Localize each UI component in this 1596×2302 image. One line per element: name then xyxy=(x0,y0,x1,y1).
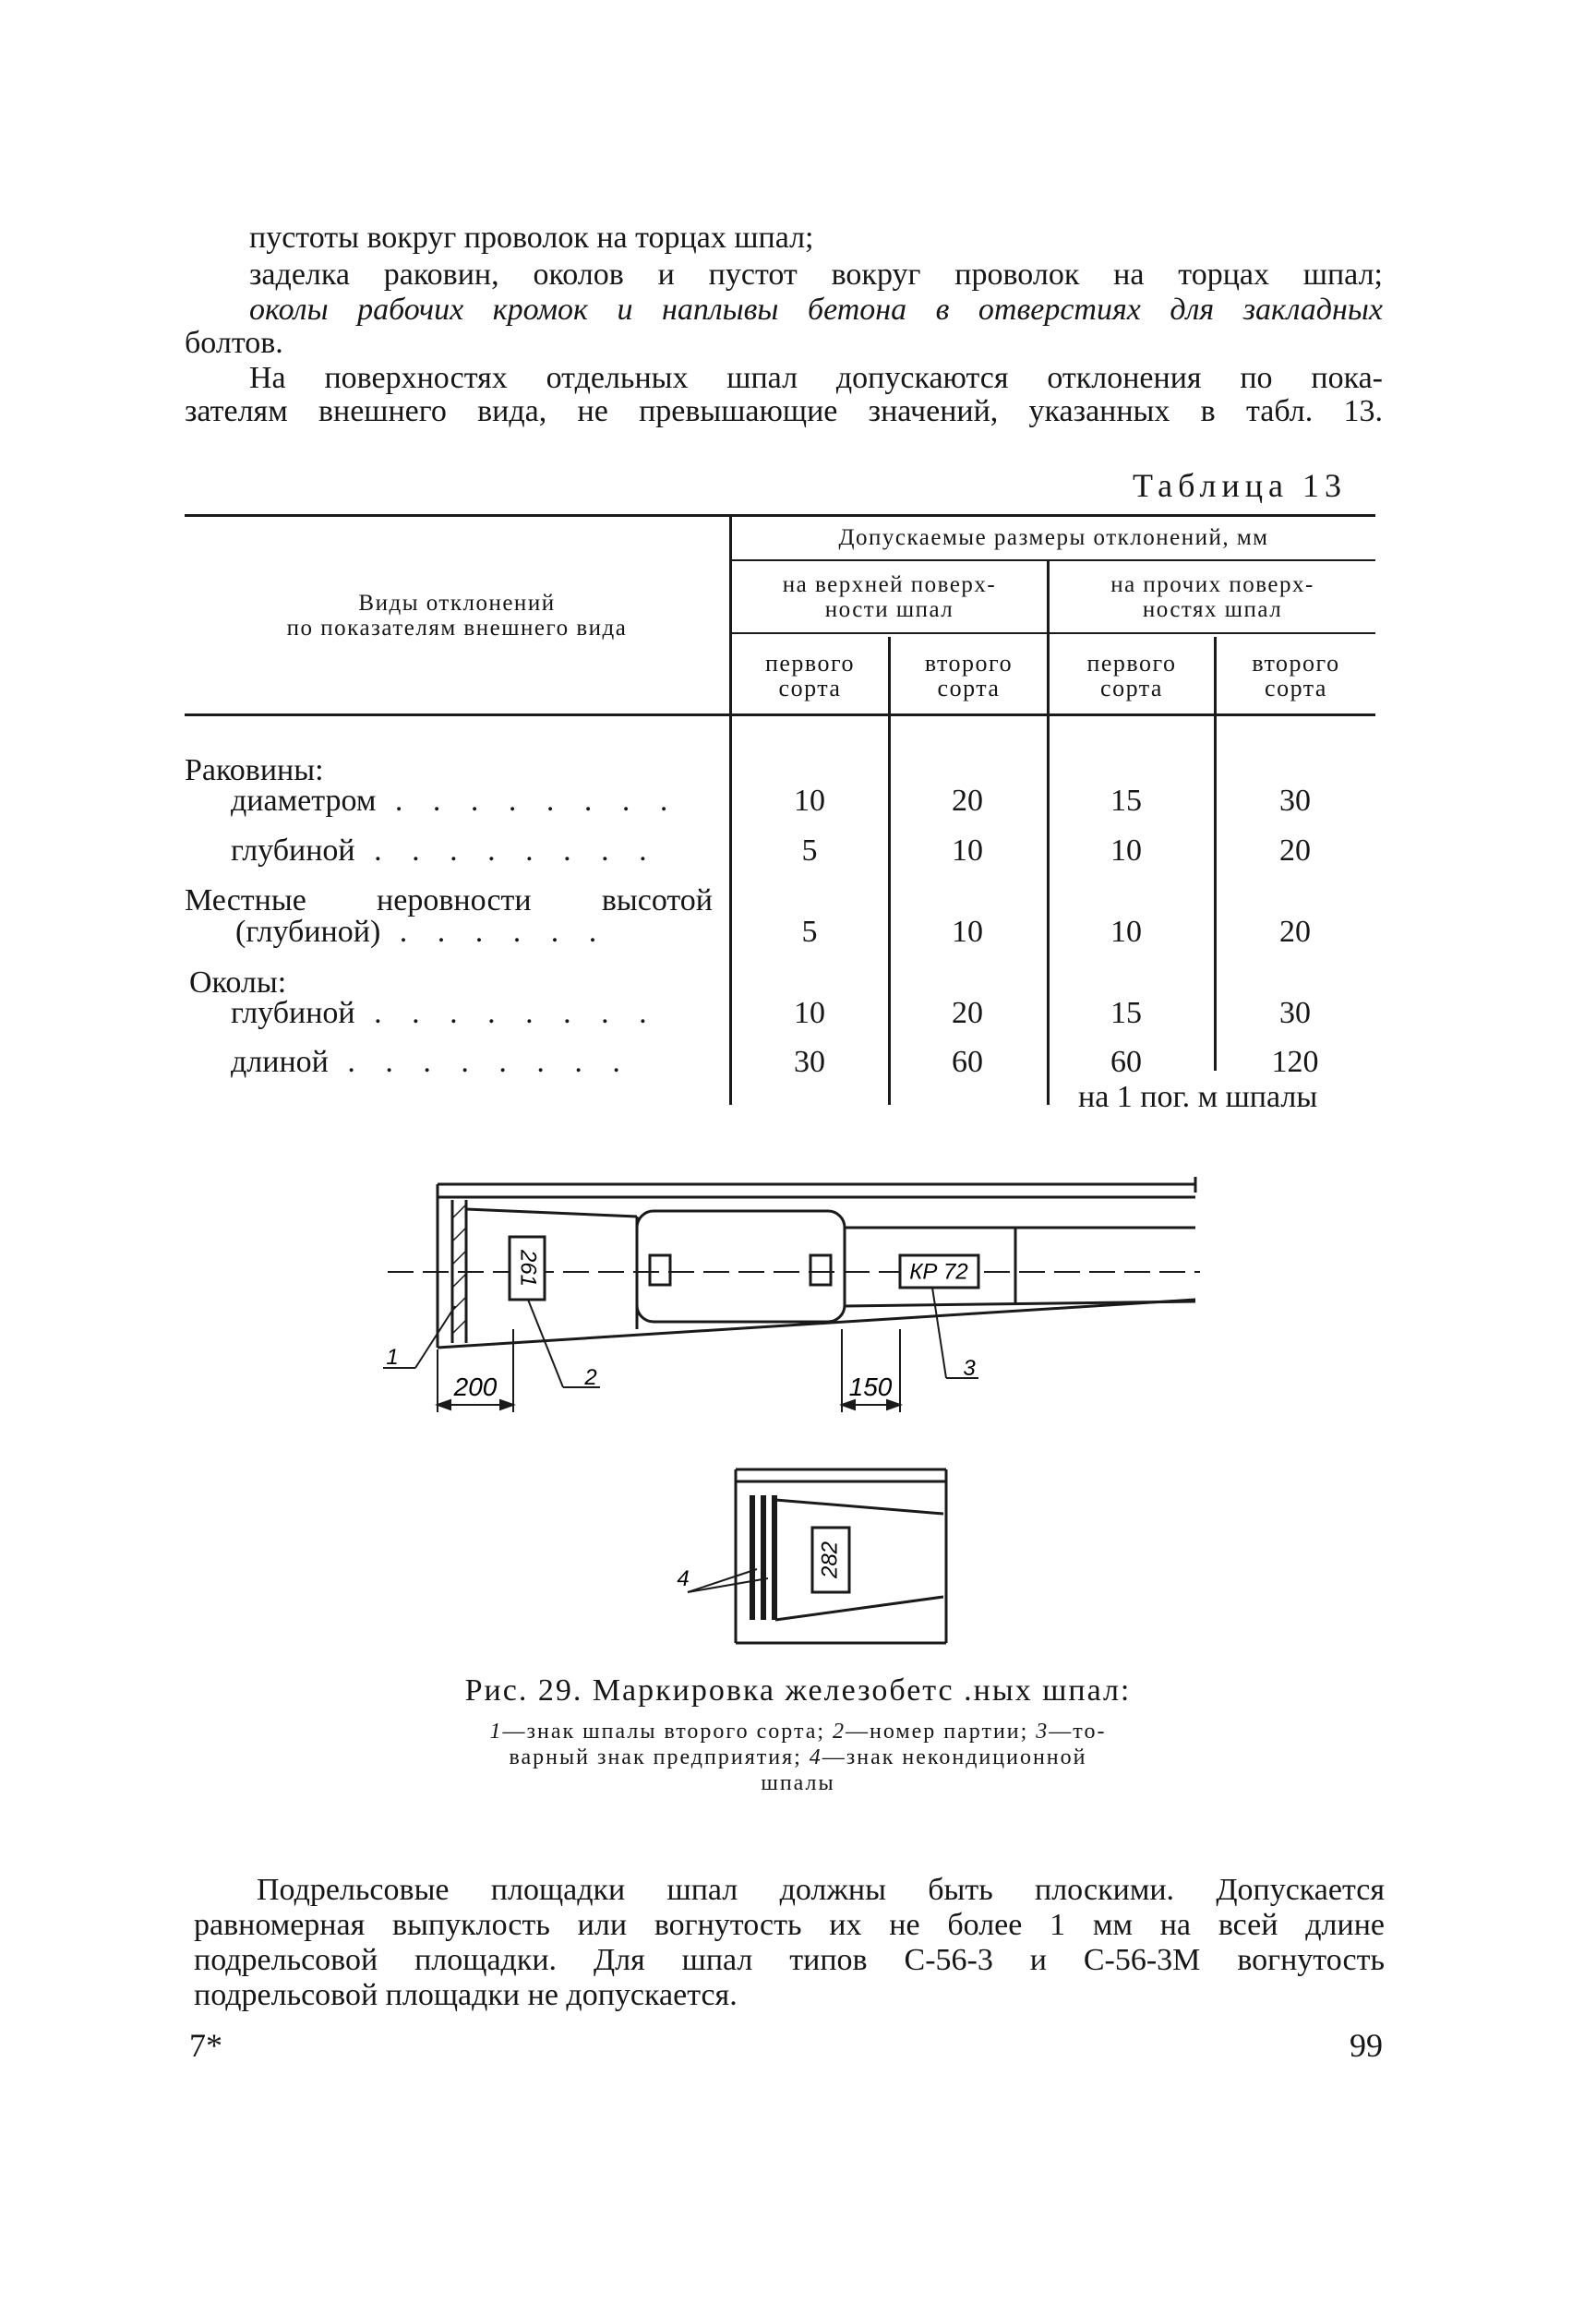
table-cell: 5 xyxy=(801,833,818,868)
table-cell: 30 xyxy=(794,1045,825,1079)
table-cell: 20 xyxy=(1279,915,1311,949)
table-cell: 10 xyxy=(794,784,825,818)
table-cell: 10 xyxy=(952,833,983,868)
text-line: околы рабочих кромок и наплывы бетона в отверстиях для закладных xyxy=(249,293,1383,327)
table-cell: 60 xyxy=(1110,1045,1142,1079)
row-label-text: (глубиной) xyxy=(235,915,381,949)
figure-title: Рис. 29. Маркировка железобетс .ных шпал: xyxy=(464,1673,1132,1708)
legend-number: 1 xyxy=(489,1720,503,1744)
legend-number: 2 xyxy=(833,1720,846,1744)
dimension-label: 150 xyxy=(848,1373,893,1401)
group-label: Местные неровности высотой xyxy=(185,883,713,917)
text-line: болтов. xyxy=(185,326,283,360)
header-line: ности шпал xyxy=(824,597,954,622)
trademark-label: КР 72 xyxy=(909,1259,968,1285)
header-line: сорта xyxy=(1265,675,1327,701)
table-cell: 10 xyxy=(1110,915,1142,949)
table-cell: 20 xyxy=(952,784,983,818)
header-line: на верхней поверх- xyxy=(782,572,997,597)
row-label-text: глубиной xyxy=(231,996,355,1030)
legend-text: —номер партии; xyxy=(846,1720,1037,1744)
header-line: на прочих поверх- xyxy=(1110,572,1314,597)
party-number-label: 261 xyxy=(515,1249,541,1288)
legend-line xyxy=(277,1719,1319,1744)
callout-label: 4 xyxy=(677,1566,690,1591)
legend-text: —то- xyxy=(1049,1720,1107,1744)
text-line: пустоты вокруг проволок на торцах шпал; xyxy=(249,221,814,255)
callout-label: 2 xyxy=(584,1365,597,1390)
legend-text: варный знак предприятия; xyxy=(509,1745,810,1769)
legend-text: —знак шпалы второго сорта; xyxy=(502,1720,834,1744)
leader-dots: . . . . . . . . xyxy=(376,784,679,818)
header-line: сорта xyxy=(937,675,1001,701)
text-line: равномерная выпуклость или вогнутость их не более 1 мм на всей длине xyxy=(194,1908,1385,1942)
leader-dots: . . . . . . xyxy=(380,915,608,949)
table-cell: 20 xyxy=(952,996,983,1030)
text-line: зателям внешнего вида, не превышающие значений, указанных в табл. 13. xyxy=(185,394,1383,428)
legend-number: 4 xyxy=(809,1745,822,1769)
leader-dots: . . . . . . . . xyxy=(354,996,658,1030)
header-line: сорта xyxy=(778,675,842,701)
header-top: Допускаемые размеры отклонений, мм xyxy=(838,525,1269,550)
header-line: ностях шпал xyxy=(1142,597,1283,622)
table-cell: 10 xyxy=(952,915,983,949)
text-line: Подрельсовые площадки шпал должны быть плоскими. Допускается xyxy=(257,1873,1385,1907)
row-label-text: глубиной xyxy=(231,833,355,868)
table-cell: 15 xyxy=(1110,784,1142,818)
text-line: заделка раковин, околов и пустот вокруг проволок на торцах шпал; xyxy=(249,258,1383,292)
header-line: по показателям внешнего вида xyxy=(286,616,628,641)
second-mark-label: 282 xyxy=(817,1541,843,1579)
table-cell: 15 xyxy=(1110,996,1142,1030)
figure-legend xyxy=(277,1719,1319,1796)
table-cell: 120 xyxy=(1271,1045,1319,1079)
table-cell: 30 xyxy=(1279,996,1311,1030)
sleeper-top-view xyxy=(438,1177,1195,1348)
legend-line: шпалы xyxy=(761,1771,835,1795)
table-cell: 20 xyxy=(1279,833,1311,868)
header-line: первого xyxy=(1086,650,1177,677)
text-line: На поверхностях отдельных шпал допускаются отклонения по пока- xyxy=(249,361,1383,395)
legend-text: —знак некондиционной xyxy=(822,1745,1087,1769)
header-line: сорта xyxy=(1100,675,1163,701)
group-label: Околы: xyxy=(189,965,287,1000)
table-cell: 10 xyxy=(794,996,825,1030)
table-caption: Таблица 13 xyxy=(1133,467,1347,504)
leader-dots: . . . . . . . . xyxy=(328,1045,631,1079)
table-cell: 60 xyxy=(952,1045,983,1079)
group-label: Раковины: xyxy=(185,753,324,787)
row-label-text: диаметром xyxy=(231,784,377,818)
callout-label: 3 xyxy=(963,1356,976,1381)
leader-dots: . . . . . . . . xyxy=(354,833,658,868)
row-label-text: длиной xyxy=(231,1045,329,1079)
dimension-label: 200 xyxy=(453,1373,498,1401)
legend-number: 3 xyxy=(1036,1720,1050,1744)
table-cell: 30 xyxy=(1279,784,1311,818)
header-line: второго xyxy=(924,650,1014,677)
page-number: 99 xyxy=(1350,2027,1383,2064)
callout-label: 1 xyxy=(386,1345,399,1370)
table-cell: 10 xyxy=(1110,833,1142,868)
header-line: первого xyxy=(764,650,856,677)
text-line: подрельсовой площадки. Для шпал типов С-56-3 и С-56-3М вогнутость xyxy=(194,1943,1385,1977)
header-line: Виды отклонений xyxy=(358,591,556,616)
figure-caption xyxy=(277,1673,1319,1709)
table-cell: 5 xyxy=(801,915,818,949)
signature-mark: 7* xyxy=(189,2027,222,2064)
header-line: второго xyxy=(1252,650,1340,677)
legend-line xyxy=(277,1744,1319,1770)
text-line: подрельсовой площадки не допускается. xyxy=(194,1978,738,2012)
table-note: на 1 пог. м шпалы xyxy=(1078,1080,1318,1114)
